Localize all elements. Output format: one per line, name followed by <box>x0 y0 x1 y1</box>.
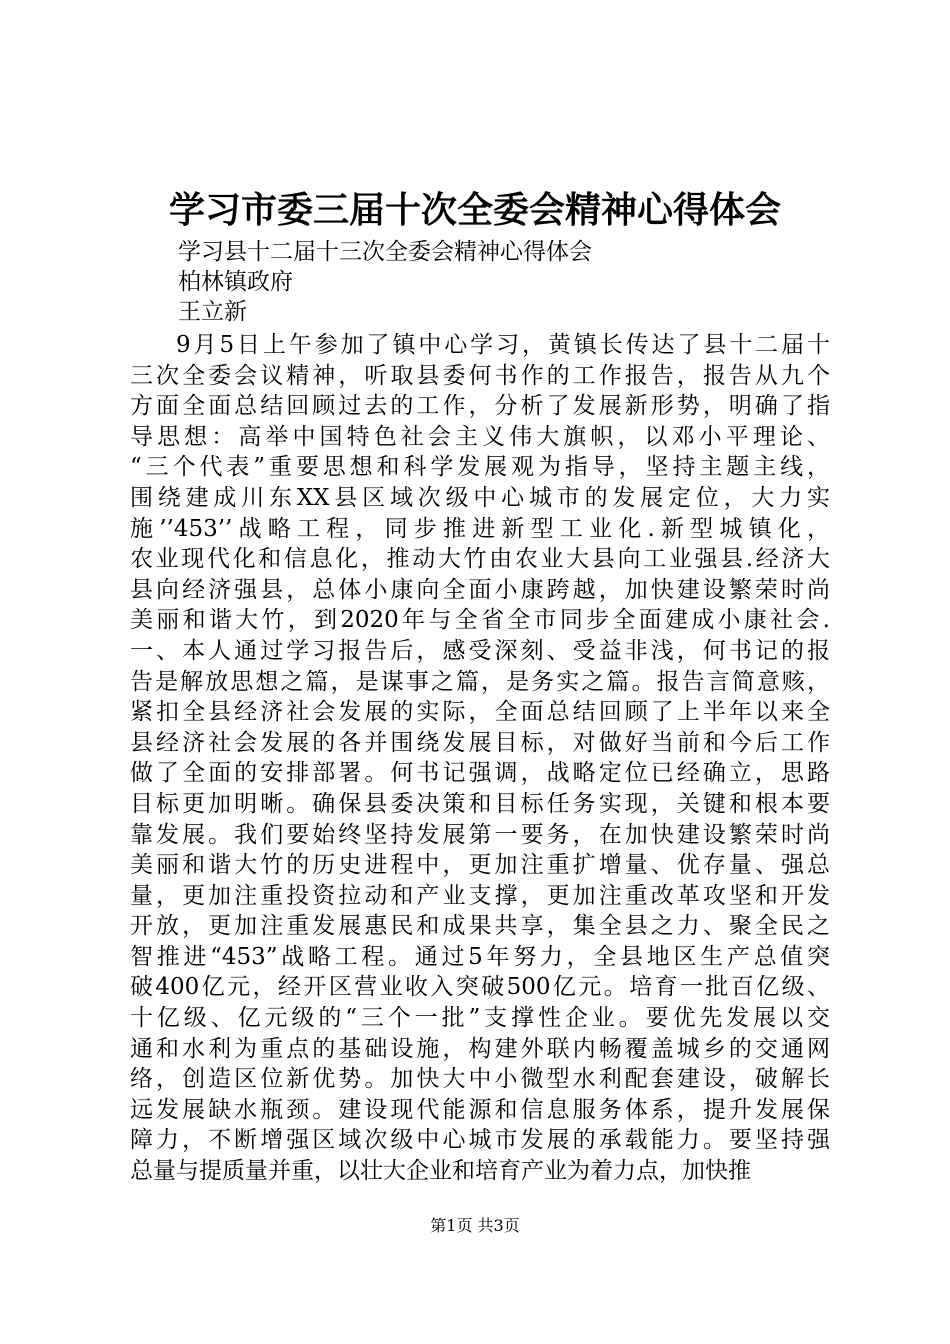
body-line: 农业现代化和信息化，推动大竹由农业大县向工业强县.经济大 <box>130 546 830 573</box>
body-line: 三次全委会议精神，听取县委何书作的工作报告，报告从九个 <box>130 362 830 389</box>
page-indicator: 第1页 共3页 <box>430 1216 520 1235</box>
body-line: 紧扣全县经济社会发展的实际，全面总结回顾了上半年以来全 <box>130 699 830 726</box>
document-header <box>178 237 878 327</box>
body-line: 做了全面的安排部署。何书记强调，战略定位已经确立，思路 <box>130 760 830 787</box>
body-line: 告是解放思想之篇，是谋事之篇，是务实之篇。报告言简意赅， <box>130 668 830 695</box>
body-line: 靠发展。我们要始终坚持发展第一要务，在加快建设繁荣时尚 <box>130 821 830 848</box>
body-line: 十亿级、亿元级的“三个一批”支撑性企业。要优先发展以交 <box>130 1005 830 1032</box>
page-title: 学习市委三届十次全委会精神心得体会 <box>168 189 781 231</box>
body-line: “三个代表”重要思想和科学发展观为指导，坚持主题主线， <box>130 454 830 481</box>
body-line: 美丽和谐大竹，到2020年与全省全市同步全面建成小康社会. <box>130 607 830 634</box>
body-line: 量，更加注重投资拉动和产业支撑，更加注重改革攻坚和开发 <box>130 882 830 909</box>
body-line: 导思想：高举中国特色社会主义伟大旗帜，以邓小平理论、 <box>130 423 830 450</box>
body-line: 目标更加明晰。确保县委决策和目标任务实现，关键和根本要 <box>130 790 830 817</box>
body-line: 9月5日上午参加了镇中心学习，黄镇长传达了县十二届十 <box>176 332 830 358</box>
subtitle: 学习县十二届十三次全委会精神心得体会 <box>178 239 592 265</box>
document-body <box>130 330 830 1187</box>
body-line: 远发展缺水瓶颈。建设现代能源和信息服务体系，提升发展保 <box>130 1096 830 1123</box>
body-line: 开放，更加注重发展惠民和成果共享，集全县之力、聚全民之 <box>130 913 830 940</box>
body-line: 施’’453’’战略工程，同步推进新型工业化.新型城镇化， <box>130 515 830 542</box>
author: 王立新 <box>178 299 247 325</box>
body-line: 一、本人通过学习报告后，感受深刻、受益非浅，何书记的报 <box>130 637 830 664</box>
body-line: 通和水利为重点的基础设施，构建外联内畅覆盖城乡的交通网 <box>130 1035 830 1062</box>
organization: 柏林镇政府 <box>178 269 293 295</box>
body-line: 美丽和谐大竹的历史进程中，更加注重扩增量、优存量、强总 <box>130 852 830 879</box>
body-line: 围绕建成川东XX县区域次级中心城市的发展定位，大力实 <box>130 484 830 511</box>
body-line: 县经济社会发展的各并围绕发展目标，对做好当前和今后工作 <box>130 729 830 756</box>
body-line: 破400亿元，经开区营业收入突破500亿元。培育一批百亿级、 <box>130 974 830 1001</box>
body-line: 障力，不断增强区域次级中心城市发展的承载能力。要坚持强 <box>130 1127 830 1154</box>
body-line: 总量与提质量并重，以壮大企业和培育产业为着力点，加快推 <box>130 1158 751 1185</box>
body-line: 方面全面总结回顾过去的工作，分析了发展新形势，明确了指 <box>130 393 830 420</box>
body-line: 智推进“453”战略工程。通过5年努力，全县地区生产总值突 <box>130 943 830 970</box>
body-line: 县向经济强县，总体小康向全面小康跨越，加快建设繁荣时尚 <box>130 576 830 603</box>
body-line: 络，创造区位新优势。加快大中小微型水利配套建设，破解长 <box>130 1066 830 1093</box>
